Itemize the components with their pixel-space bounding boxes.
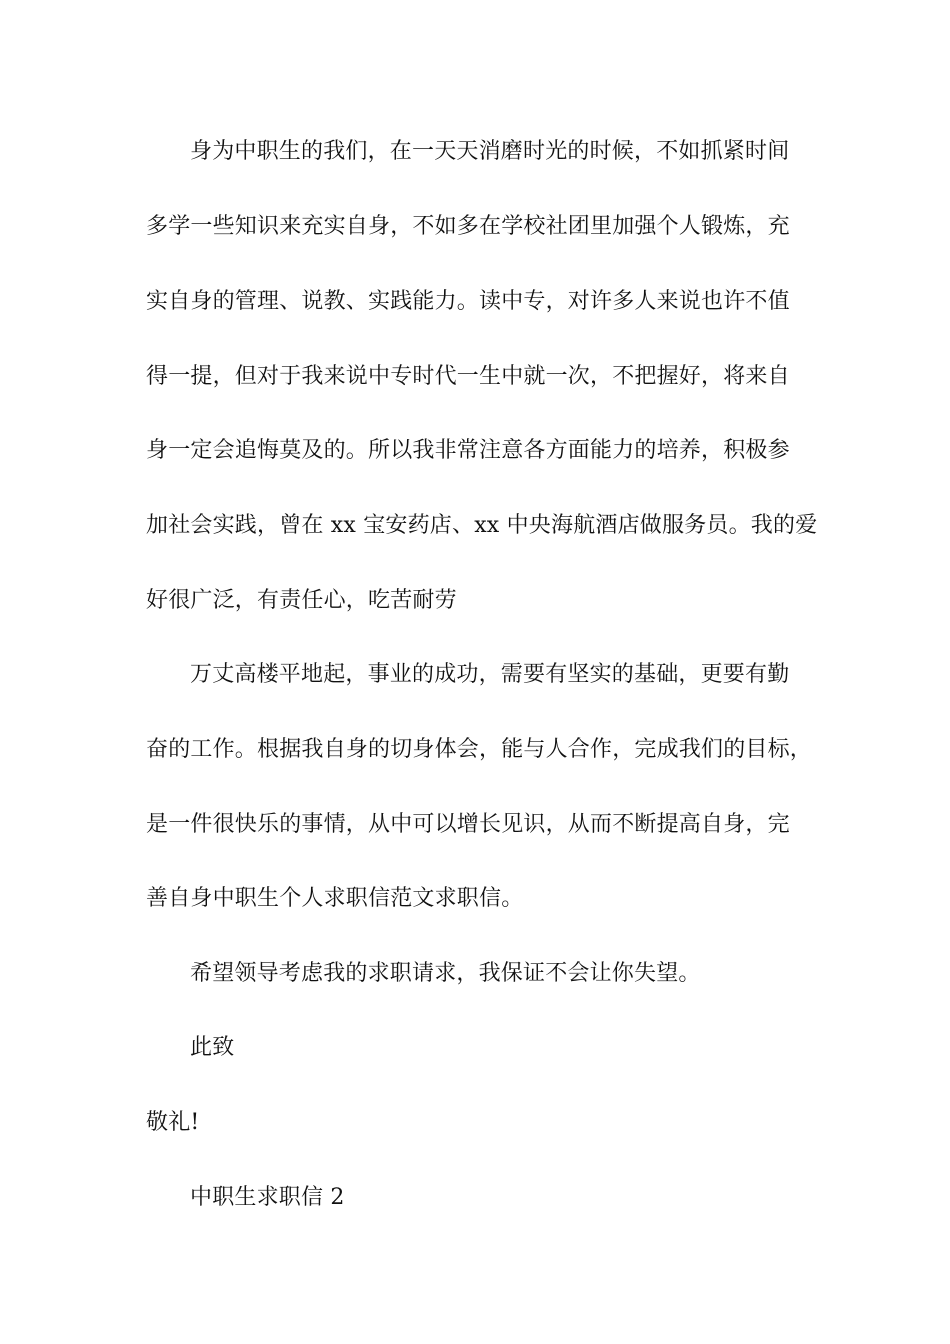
section-heading: 中职生求职信 2: [190, 1185, 345, 1210]
paragraph-3-line-1: 希望领导考虑我的求职请求，我保证不会让你失望。: [190, 961, 701, 986]
paragraph-1-line-3: 实自身的管理、说教、实践能力。读中专，对许多人来说也许不值: [146, 289, 790, 314]
paragraph-2-line-1: 万丈高楼平地起，事业的成功，需要有坚实的基础，更要有勤: [190, 662, 790, 687]
paragraph-2-line-4: 善自身中职生个人求职信范文求职信。: [146, 886, 524, 911]
closing-salutation: 此致: [190, 1035, 235, 1060]
closing-regards: 敬礼!: [146, 1110, 200, 1135]
paragraph-1-line-4: 得一提，但对于我来说中专时代一生中就一次，不把握好，将来自: [146, 364, 790, 389]
paragraph-1-line-2: 多学一些知识来充实自身，不如多在学校社团里加强个人锻炼，充: [146, 214, 790, 239]
paragraph-2-line-3: 是一件很快乐的事情，从中可以增长见识，从而不断提高自身，完: [146, 812, 790, 837]
paragraph-2-line-2: 奋的工作。根据我自身的切身体会，能与人合作，完成我们的目标，: [146, 737, 813, 762]
paragraph-1-line-5: 身一定会追悔莫及的。所以我非常注意各方面能力的培养，积极参: [146, 438, 790, 463]
paragraph-1-line-1: 身为中职生的我们，在一天天消磨时光的时候，不如抓紧时间: [190, 139, 790, 164]
paragraph-1-line-6: 加社会实践，曾在 xx 宝安药店、xx 中央海航酒店做服务员。我的爱: [146, 513, 818, 538]
paragraph-1-line-7: 好很广泛，有责任心，吃苦耐劳: [146, 588, 457, 613]
